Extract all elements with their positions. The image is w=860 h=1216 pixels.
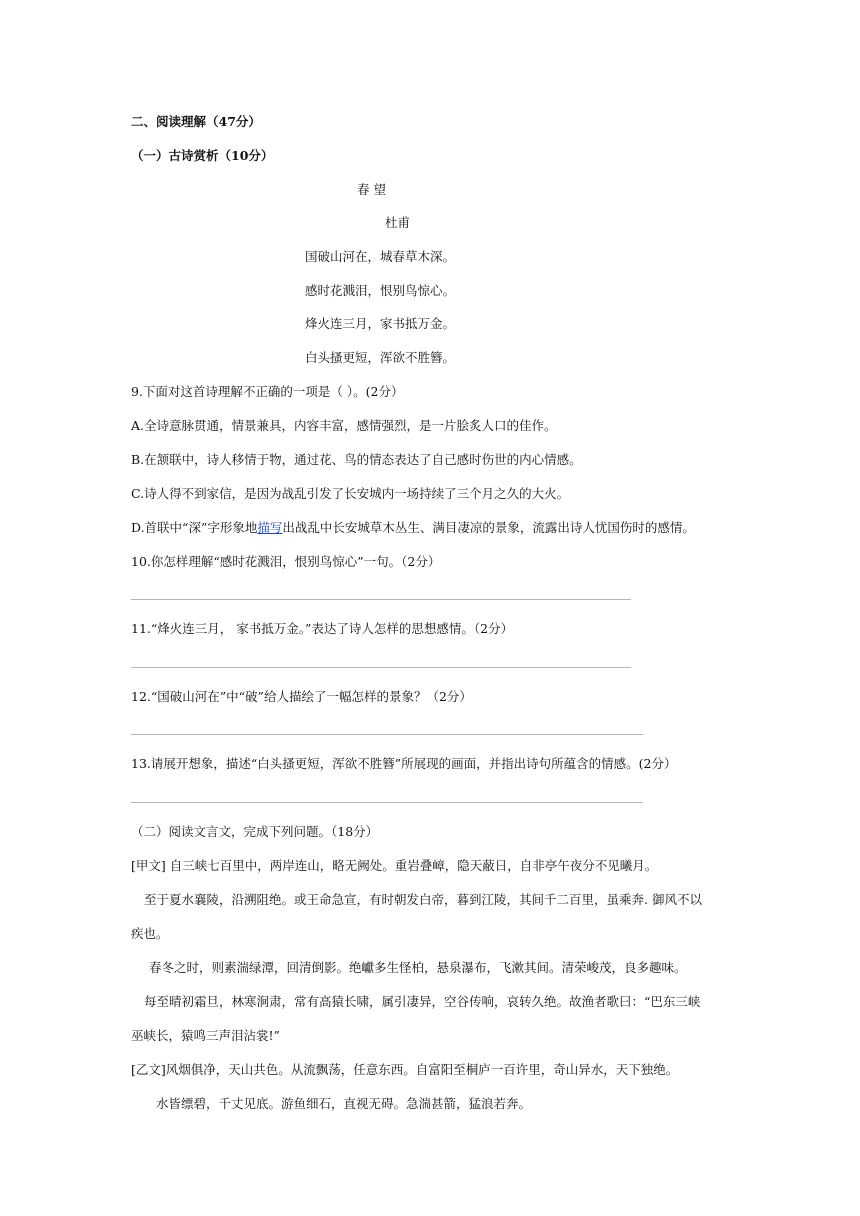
q9-option-a: A.全诗意脉贯通，情景兼具，内容丰富，感情强烈，是一片脍炙人口的佳作。	[131, 418, 557, 433]
q10-stem: 10.你怎样理解“感时花溅泪，恨别鸟惊心”一句。（2分）	[131, 554, 441, 569]
q10-answer-line	[131, 599, 631, 600]
q9-option-d-text-after: 出战乱中长安城草木丛生、满目凄凉的景象，流露出诗人忧国伤时的感情。	[282, 520, 695, 535]
subsection-title-poetry: （一）古诗赏析（10分）	[131, 148, 274, 163]
jia-paragraph-2-line-2: 疾也。	[131, 926, 169, 941]
q9-option-d-text-before: D.首联中“深”字形象地	[131, 520, 258, 535]
q13-stem: 13.请展开想象，描述“白头搔更短，浑欲不胜簪”所展现的画面，并指出诗句所蕴含的情感。(2分）	[131, 756, 677, 771]
poem-title: 春 望	[357, 182, 386, 197]
poem-line-1: 国破山河在，城春草木深。	[305, 249, 456, 264]
q9-option-b: B.在颔联中，诗人移情于物，通过花、鸟的情态表达了自己感时伤世的内心情感。	[131, 452, 582, 467]
jia-paragraph-4-line-1: 每至晴初霜旦，林寒涧肃，常有高猿长啸，属引凄异，空谷传响，哀转久绝。故渔者歌曰：“巴东三峡	[144, 994, 701, 1009]
q13-answer-line	[131, 802, 643, 803]
describe-link[interactable]: 描写	[257, 520, 283, 535]
jia-paragraph-1: [甲文] 自三峡七百里中，两岸连山，略无阙处。重岩叠嶂，隐天蔽日，自非亭午夜分不见曦月。	[131, 858, 658, 873]
yi-paragraph-1: [乙文]风烟俱净，天山共色。从流飘荡，任意东西。自富阳至桐庐一百许里，奇山异水，天下独绝。	[131, 1062, 679, 1077]
poem-author: 杜甫	[385, 215, 411, 230]
q9-option-d	[131, 520, 695, 536]
section-title: 二、阅读理解（47分）	[131, 114, 261, 129]
q9-option-c: C.诗人得不到家信，是因为战乱引发了长安城内一场持续了三个月之久的大火。	[131, 486, 570, 501]
q12-answer-line	[131, 734, 643, 735]
poem-line-4: 白头搔更短，浑欲不胜簪。	[305, 350, 456, 365]
q11-answer-line	[131, 667, 631, 668]
q9-stem: 9.下面对这首诗理解不正确的一项是（ ）。(2分）	[131, 384, 404, 399]
q12-stem: 12.“国破山河在”中“破”给人描绘了一幅怎样的景象？（2分）	[131, 689, 472, 704]
poem-line-3: 烽火连三月，家书抵万金。	[305, 316, 456, 331]
jia-paragraph-3: 春冬之时，则素湍绿潭，回清倒影。绝巘多生怪柏，悬泉瀑布，飞漱其间。清荣峻茂，良多趣味。	[149, 960, 687, 975]
yi-paragraph-2: 水皆缥碧，千丈见底。游鱼细石，直视无碍。急湍甚箭，猛浪若奔。	[156, 1096, 532, 1111]
poem-line-2: 感时花溅泪，恨别鸟惊心。	[305, 283, 456, 298]
subsection-title-classical: （二）阅读文言文，完成下列问题。（18分）	[131, 824, 379, 839]
jia-paragraph-4-line-2: 巫峡长，猿鸣三声泪沾裳!”	[131, 1028, 280, 1043]
q11-stem: 11.“烽火连三月， 家书抵万金。”表达了诗人怎样的思想感情。（2分）	[131, 621, 514, 636]
jia-paragraph-2-line-1: 至于夏水襄陵，沿溯阻绝。或王命急宣，有时朝发白帝，暮到江陵，其间千二百里，虽乘奔. 御风不以	[144, 892, 702, 907]
